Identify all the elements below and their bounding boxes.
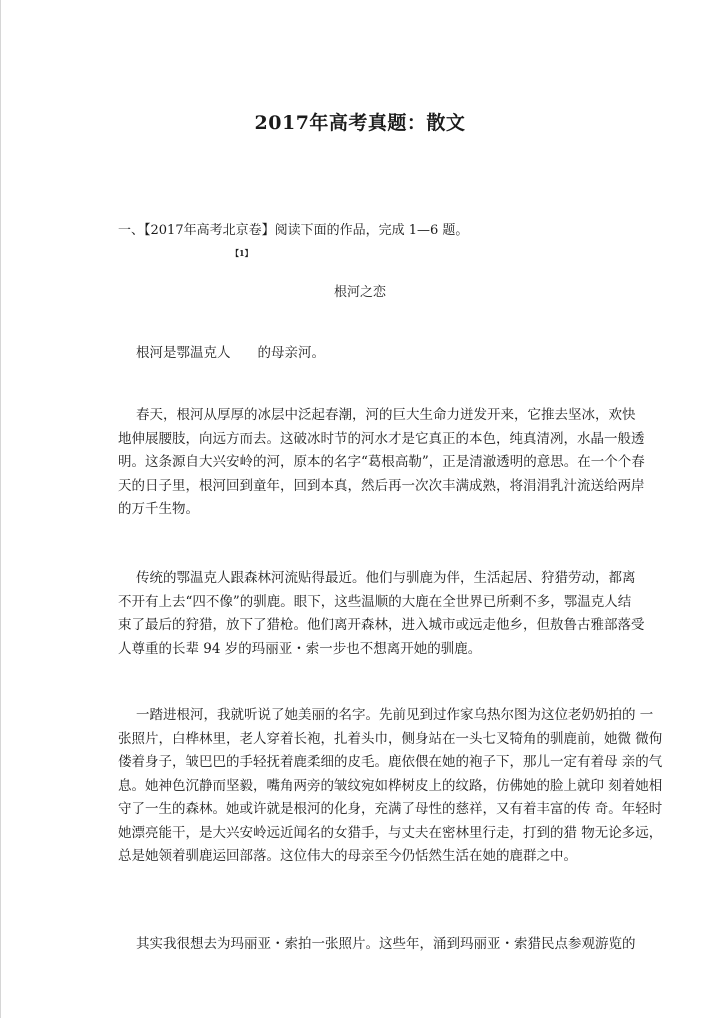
- footnote-marker: 【1】: [231, 248, 253, 258]
- paragraph-line: 春天，根河从厚厚的冰层中泛起春潮，河的巨大生命力迸发开来，它推去坚冰，欢快: [136, 407, 636, 423]
- paragraph-line: 的万千生物。: [118, 501, 199, 517]
- paragraph-1: [118, 342, 624, 366]
- paragraph-line: 她漂亮能干，是大兴安岭远近闻名的女猎手，与丈夫在密林里行走，打到的猎 物无论多远，: [118, 824, 663, 841]
- question-intro: 一、【2017年高考北京卷】阅读下面的作品，完成 1—6 题。: [118, 223, 469, 238]
- paragraph-2: [118, 404, 645, 522]
- paragraph-line: 根河是鄂温克人 的母亲河。: [136, 345, 325, 361]
- paragraph-line: 张照片，白桦林里，老人穿着长袍，扎着头巾，侧身站在一头七叉犄角的驯鹿前，她微 微佝: [118, 730, 663, 747]
- paragraph-line: 天的日子里，根河回到童年，回到本真，然后再一次次丰满成熟，将涓涓乳汁流送给两岸: [118, 477, 645, 494]
- paragraph-line: 传统的鄂温克人跟森林河流贴得最近。他们与驯鹿为伴，生活起居、狩猎劳动，都离: [136, 570, 636, 586]
- paragraph-line: 息。她神色沉静而坚毅，嘴角两旁的皱纹宛如桦树皮上的纹路，仿佛她的脸上就印 刻着她相: [118, 777, 663, 794]
- paragraph-line: 总是她领着驯鹿运回部落。这位伟大的母亲至今仍恬然生活在她的鹿群之中。: [118, 848, 577, 864]
- paragraph-line: 束了最后的狩猎，放下了猎枪。他们离开森林，进入城市或远走他乡，但敖鲁古雅部落受: [118, 617, 645, 633]
- paragraph-3: [118, 567, 645, 661]
- page-edge-rule: [0, 0, 1, 1018]
- paragraph-5: [118, 933, 636, 957]
- essay-title: 根河之恋: [333, 285, 386, 300]
- paragraph-line: 人尊重的长辈 94 岁的玛丽亚・索一步也不想离开她的驯鹿。: [118, 640, 482, 657]
- paragraph-line: 其实我很想去为玛丽亚・索拍一张照片。这些年，涌到玛丽亚・索猎民点参观游览的: [136, 936, 636, 952]
- paragraph-line: 守了一生的森林。她或许就是根河的化身，充满了母性的慈祥，又有着丰富的传 奇。年轻时: [118, 801, 663, 817]
- paragraph-4: [118, 704, 663, 869]
- paragraph-line: 地伸展腰肢，向远方而去。这破冰时节的河水才是它真正的本色，纯真清冽，水晶一般透: [118, 430, 645, 447]
- paragraph-line: 偻着身子，皱巴巴的手轻抚着鹿柔细的皮毛。鹿依偎在她的袍子下，那儿一定有着母 亲的气: [118, 754, 663, 770]
- paragraph-line: 明。这条源自大兴安岭的河，原本的名字“葛根高勒”，正是清澈透明的意思。在一个个春: [118, 454, 645, 470]
- paragraph-line: 不开有上去“四不像”的驯鹿。眼下，这些温顺的大鹿在全世界已所剩不多，鄂温克人结: [118, 593, 632, 610]
- paragraph-line: 一踏进根河，我就听说了她美丽的名字。先前见到过作家乌热尔图为这位老奶奶拍的 一: [136, 707, 654, 723]
- page-title: 2017年高考真题：散文: [254, 112, 466, 134]
